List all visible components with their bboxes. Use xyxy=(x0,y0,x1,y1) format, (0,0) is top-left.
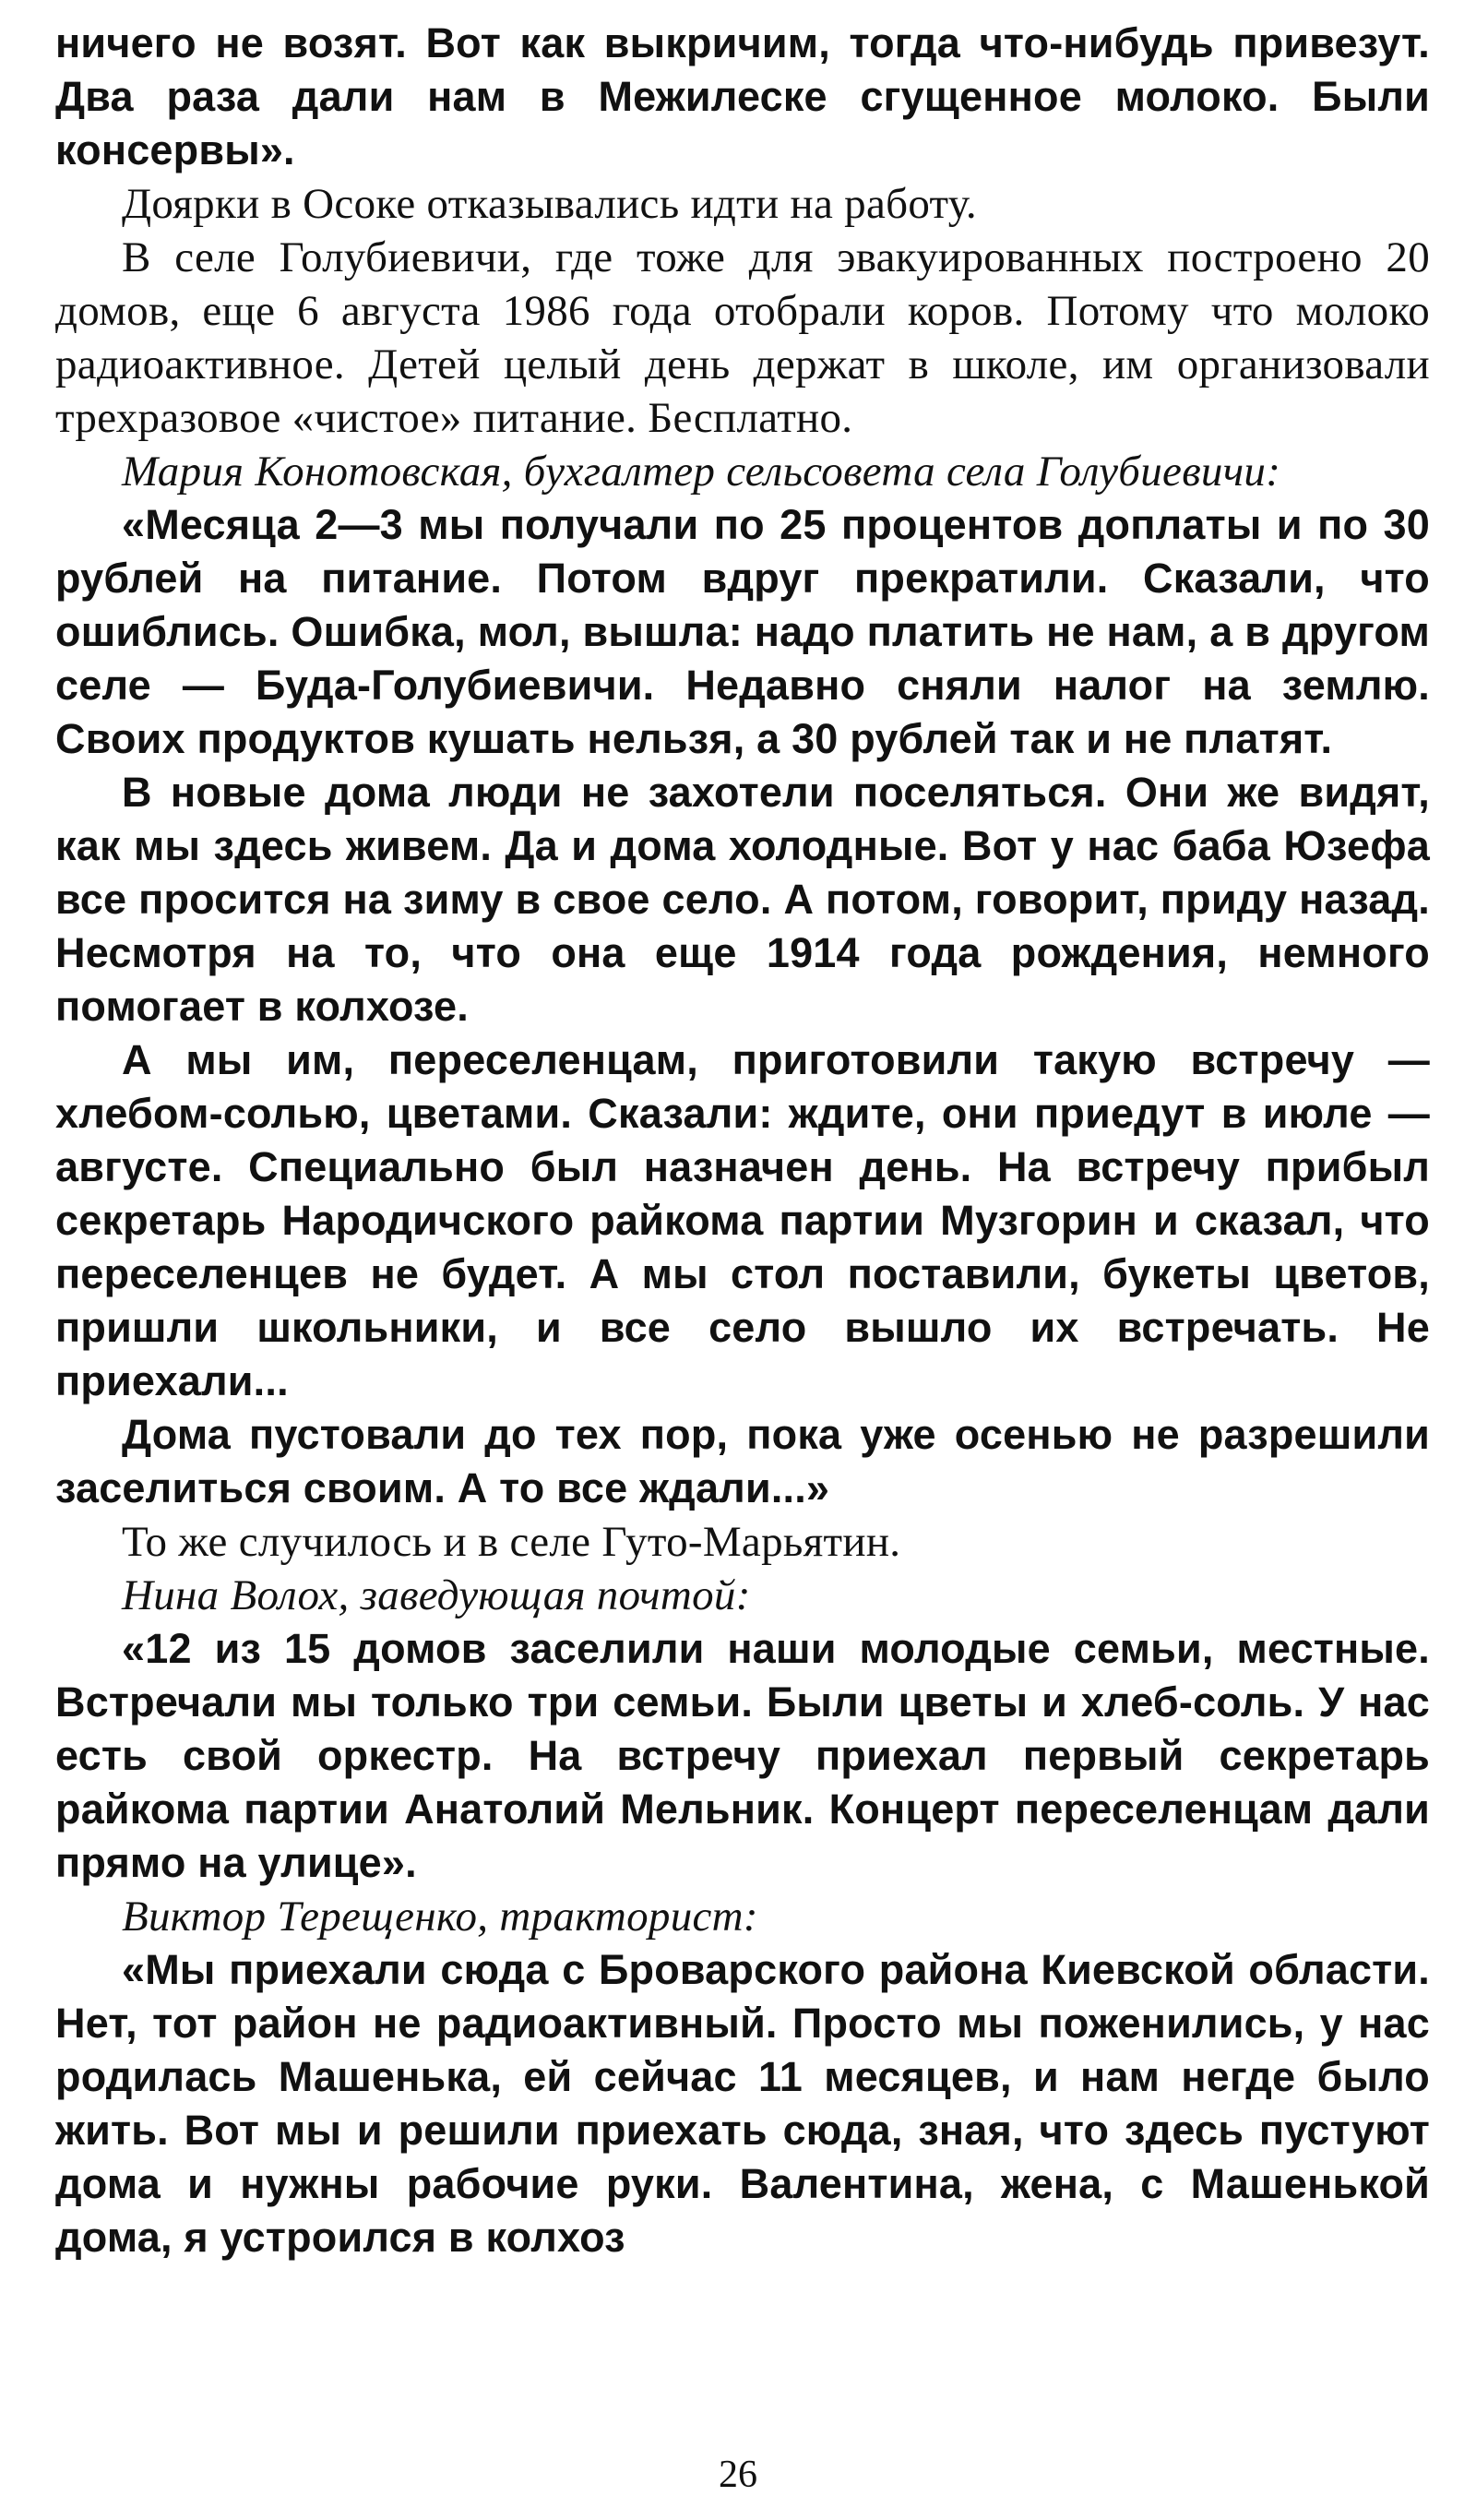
quote-paragraph-1: «Месяца 2—3 мы получали по 25 процентов доплаты и по 30 рублей на питание. Потом вдруг прекратили. Сказали, что ошиблись. Ошибка, мол, вышла: надо платить не нам, а в другом селе — Буда-Голубиевичи. Недавно сняли налог на землю. Своих продуктов кушать нельзя, а 30 рублей так и не платят. xyxy=(55,501,1430,762)
quote-paragraph-5: «12 из 15 домов заселили наши молодые семьи, местные. Встречали мы только три семьи. Были цветы и хлеб-соль. У нас есть свой оркестр. На встречу приехал первый секретарь райкома партии Анатолий Мельник. Концерт переселенцам дали прямо на улице». xyxy=(55,1625,1430,1886)
paragraph-2: Доярки в Осоке отказывались идти на работу. xyxy=(122,180,977,228)
quote-paragraph-2: В новые дома люди не захотели поселяться. Они же видят, как мы здесь живем. Да и дома холодные. Вот у нас баба Юзефа все просится на зиму в свое село. А потом, говорит, приду назад. Несмотря на то, что она еще 1914 года рождения, немного помогает в колхозе. xyxy=(55,769,1430,1030)
speaker-attribution-3: Виктор Терещенко, тракторист: xyxy=(122,1893,758,1941)
paragraph-4: То же случилось и в селе Гуто-Марьятин. xyxy=(122,1518,901,1566)
speaker-attribution-2: Нина Волох, заведующая почтой: xyxy=(122,1571,751,1619)
paragraph-3: В селе Голубиевичи, где тоже для эвакуированных построено 20 домов, еще 6 августа 1986 года отобрали коров. Потому что молоко радиоактивное. Детей целый день держат в школе, им организовали трехразовое «чистое» питание. Бесплатно. xyxy=(55,233,1430,442)
page-body xyxy=(55,17,1430,2264)
quote-paragraph-3: А мы им, переселенцам, приготовили такую встречу — хлебом-солью, цветами. Сказали: ждите, они приедут в июле — августе. Специально был назначен день. На встречу прибыл секретарь Народичского райкома партии Музгорин и сказал, что переселенцев не будет. А мы стол поставили, букеты цветов, пришли школьники, и все село вышло их встречать. Не приехали... xyxy=(55,1036,1430,1404)
quote-paragraph-4: Дома пустовали до тех пор, пока уже осенью не разрешили заселиться своим. А то все ждали...» xyxy=(55,1411,1430,1511)
speaker-attribution-1: Мария Конотовская, бухгалтер сельсовета села Голубиевичи: xyxy=(122,448,1281,496)
page-number: 26 xyxy=(719,2454,757,2496)
quote-paragraph-6: «Мы приехали сюда с Броварского района Киевской области. Нет, тот район не радиоактивный. Просто мы поженились, у нас родилась Машенька, ей сейчас 11 месяцев, и нам негде было жить. Вот мы и решили приехать сюда, зная, что здесь пустуют дома и нужны рабочие руки. Валентина, жена, с Машенькой дома, я устроился в колхоз xyxy=(55,1946,1430,2261)
paragraph-1: ничего не возят. Вот как выкричим, тогда что-нибудь привезут. Два раза дали нам в Межилеске сгущенное молоко. Были консервы». xyxy=(55,19,1430,173)
